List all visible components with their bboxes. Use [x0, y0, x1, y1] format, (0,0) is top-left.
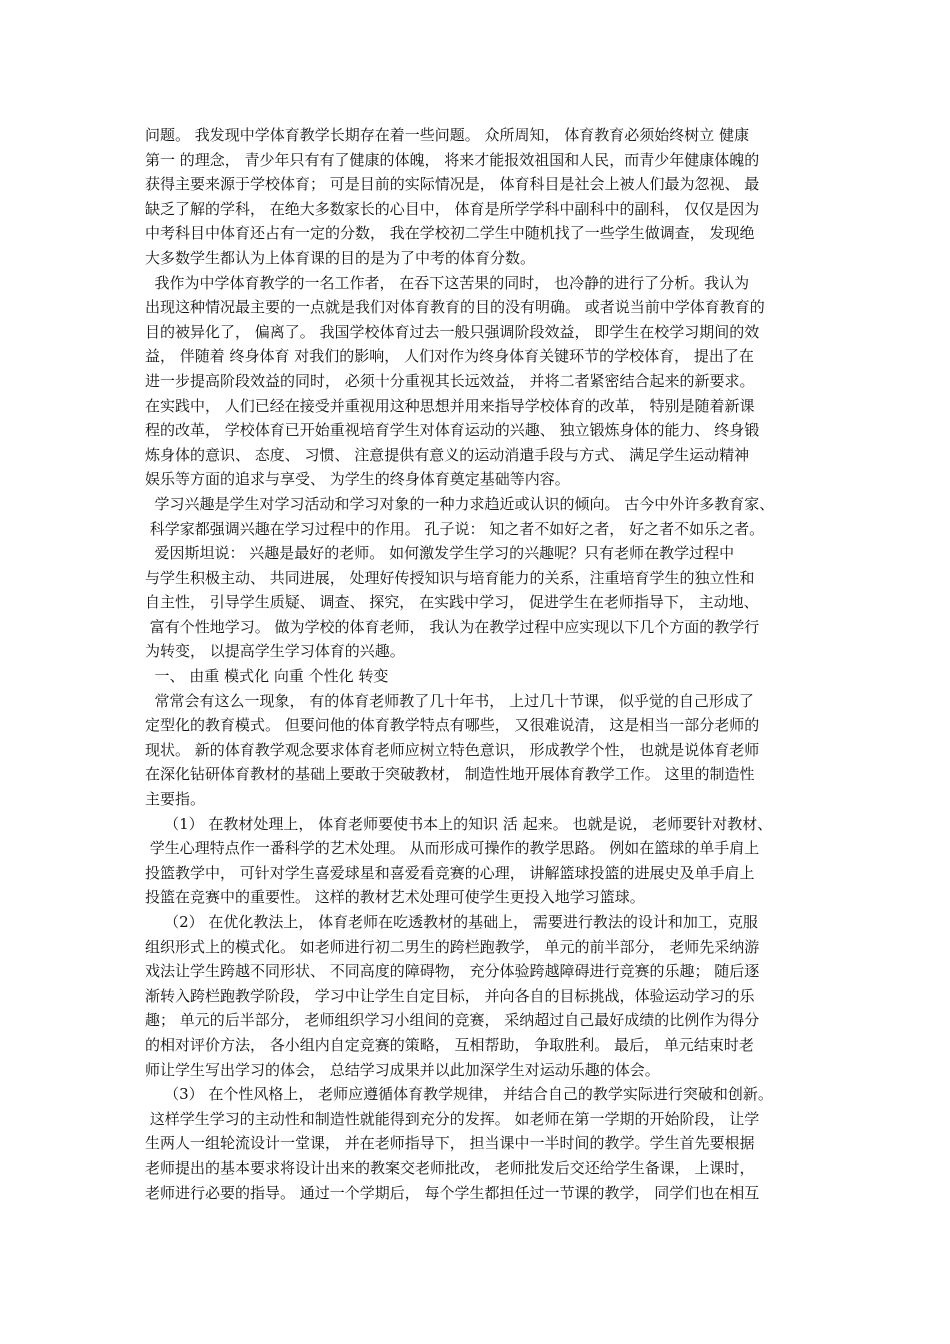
text-line: （3） 在个性风格上， 老师应遵循体育教学规律， 并结合自己的教学实际进行突破和创新。	[145, 1085, 773, 1104]
text-line: 生两人一组轮流设计一堂课， 并在老师指导下， 担当课中一半时间的教学。学生首先要根据	[145, 1134, 755, 1153]
text-line: 老师进行必要的指导。 通过一个学期后， 每个学生都担任过一节课的教学， 同学们也在相互	[145, 1183, 760, 1202]
text-line: 问题。 我发现中学体育教学长期存在着一些问题。 众所周知， 体育教育必须始终树立 健康	[145, 126, 750, 144]
text-line: 趣； 单元的后半部分， 老师组织学习小组间的竞赛， 采纳超过自己最好成绩的比例作为得分	[145, 1011, 760, 1030]
text-line: 师让学生写出学习的体会， 总结学习成果并以此加深学生对运动乐趣的体会。	[145, 1060, 660, 1079]
text-line: 爱因斯坦说： 兴趣是最好的老师。 如何激发学生学习的兴趣呢？只有老师在教学过程中	[145, 544, 735, 563]
text-line: 组织形式上的模式化。 如老师进行初二男生的跨栏跑教学， 单元的前半部分， 老师先采纳游	[145, 937, 760, 956]
text-line: 一、 由重 模式化 向重 个性化 转变	[145, 667, 389, 686]
text-line: 投篮教学中， 可针对学生喜爱球星和喜爱看竞赛的心理， 讲解篮球投篮的进展史及单手肩上	[145, 863, 755, 882]
text-line: 学生心理特点作一番科学的艺术处理。 从而形成可操作的教学思路。 例如在篮球的单手肩上	[145, 839, 760, 858]
text-line: 获得主要来源于学校体育； 可是目前的实际情况是， 体育科目是社会上被人们最为忽视、 最	[145, 175, 760, 194]
text-line: 学习兴趣是学生对学习活动和学习对象的一种力求趋近或认识的倾向。 古今中外许多教育家、	[145, 494, 775, 513]
text-line: 程的改革， 学校体育已开始重视培育学生对体育运动的兴趣、 独立锻炼身体的能力、 终身锻	[145, 421, 760, 440]
text-line: 益， 伴随着 终身体育 对我们的影响， 人们对作为终身体育关键环节的学校体育， 提出了在	[145, 347, 754, 366]
text-line: 炼身体的意识、 态度、 习惯、 注意提供有意义的运动消遣手段与方式、 满足学生运动精神	[145, 445, 750, 464]
text-line: 我作为中学体育教学的一名工作者， 在吞下这苦果的同时， 也冷静的进行了分析。我认为	[145, 273, 750, 292]
text-line: 目的被异化了， 偏离了。 我国学校体育过去一般只强调阶段效益， 即学生在校学习期间的效	[145, 322, 760, 341]
text-line: 缺乏了解的学科， 在绝大多数家长的心目中， 体育是所学学科中副科中的副科， 仅仅是因为	[145, 199, 760, 218]
text-line: 在实践中， 人们已经在接受并重视用这种思想并用来指导学校体育的改革， 特别是随着新课	[145, 396, 755, 415]
text-line: 这样学生学习的主动性和制造性就能得到充分的发挥。 如老师在第一学期的开始阶段， 让学	[145, 1109, 760, 1128]
text-line: 科学家都强调兴趣在学习过程中的作用。 孔子说： 知之者不如好之者， 好之者不如乐之者。	[145, 519, 765, 538]
text-line: （2） 在优化教法上， 体育老师在吃透教材的基础上， 需要进行教法的设计和加工，克服	[145, 913, 758, 931]
text-line: 定型化的教育模式。 但要问他的体育教学特点有哪些， 又很难说清， 这是相当一部分老师的	[145, 716, 760, 735]
body-text	[145, 123, 825, 1205]
text-line: 投篮在竞赛中的重要性。 这样的教材艺术处理可使学生更投入地学习篮球。	[145, 888, 645, 907]
text-line: 中考科目中体育还占有一定的分数， 我在学校初二学生中随机找了一些学生做调查， 发现绝	[145, 224, 755, 243]
text-line: （1） 在教材处理上， 体育老师要使书本上的知识 活 起来。 也就是说， 老师要针对教材、	[145, 814, 773, 833]
text-line: 现状。 新的体育教学观念要求体育老师应树立特色意识， 形成教学个性， 也就是说体育老师	[145, 740, 760, 759]
text-line: 主要指。	[145, 790, 206, 809]
text-line: 与学生积极主动、 共同进展， 处理好传授知识与培育能力的关系，注重培育学生的独立性和	[145, 568, 755, 587]
text-line: 的相对评价方法， 各小组内自定竞赛的策略， 互相帮助， 争取胜利。 最后， 单元结束时老	[145, 1035, 754, 1054]
text-line: 戏法让学生跨越不同形状、 不同高度的障碍物， 充分体验跨越障碍进行竞赛的乐趣； 随后逐	[145, 962, 760, 981]
text-line: 为转变， 以提高学生学习体育的兴趣。	[145, 642, 405, 661]
text-line: 在深化钻研体育教材的基础上要敢于突破教材， 制造性地开展体育教学工作。 这里的制造性	[145, 765, 755, 784]
text-line: 渐转入跨栏跑教学阶段， 学习中让学生自定目标， 并向各自的目标挑战，体验运动学习的乐	[145, 986, 755, 1005]
text-line: 娱乐等方面的追求与享受、 为学生的终身体育奠定基础等内容。	[145, 470, 570, 489]
text-line: 自主性， 引导学生质疑、 调查、 探究， 在实践中学习， 促进学生在老师指导下， 主动地、	[145, 593, 759, 612]
text-line: 富有个性地学习。 做为学校的体育老师， 我认为在教学过程中应实现以下几个方面的教学行	[145, 617, 760, 636]
text-line: 第一 的理念， 青少年只有有了健康的体魄， 将来才能报效祖国和人民，而青少年健康体魄的	[145, 150, 760, 169]
text-line: 常常会有这么一现象， 有的体育老师教了几十年书， 上过几十节课， 似乎觉的自己形成了	[145, 691, 754, 710]
text-line: 出现这种情况最主要的一点就是我们对体育教育的目的没有明确。 或者说当前中学体育教育的	[145, 298, 765, 317]
text-line: 进一步提高阶段效益的同时， 必须十分重视其长远效益， 并将二者紧密结合起来的新要求。	[145, 371, 755, 390]
text-line: 老师提出的基本要求将设计出来的教案交老师批改， 老师批发后交还给学生备课， 上课时，	[145, 1158, 755, 1177]
text-line: 大多数学生都认为上体育课的目的是为了中考的体育分数。	[145, 248, 536, 267]
